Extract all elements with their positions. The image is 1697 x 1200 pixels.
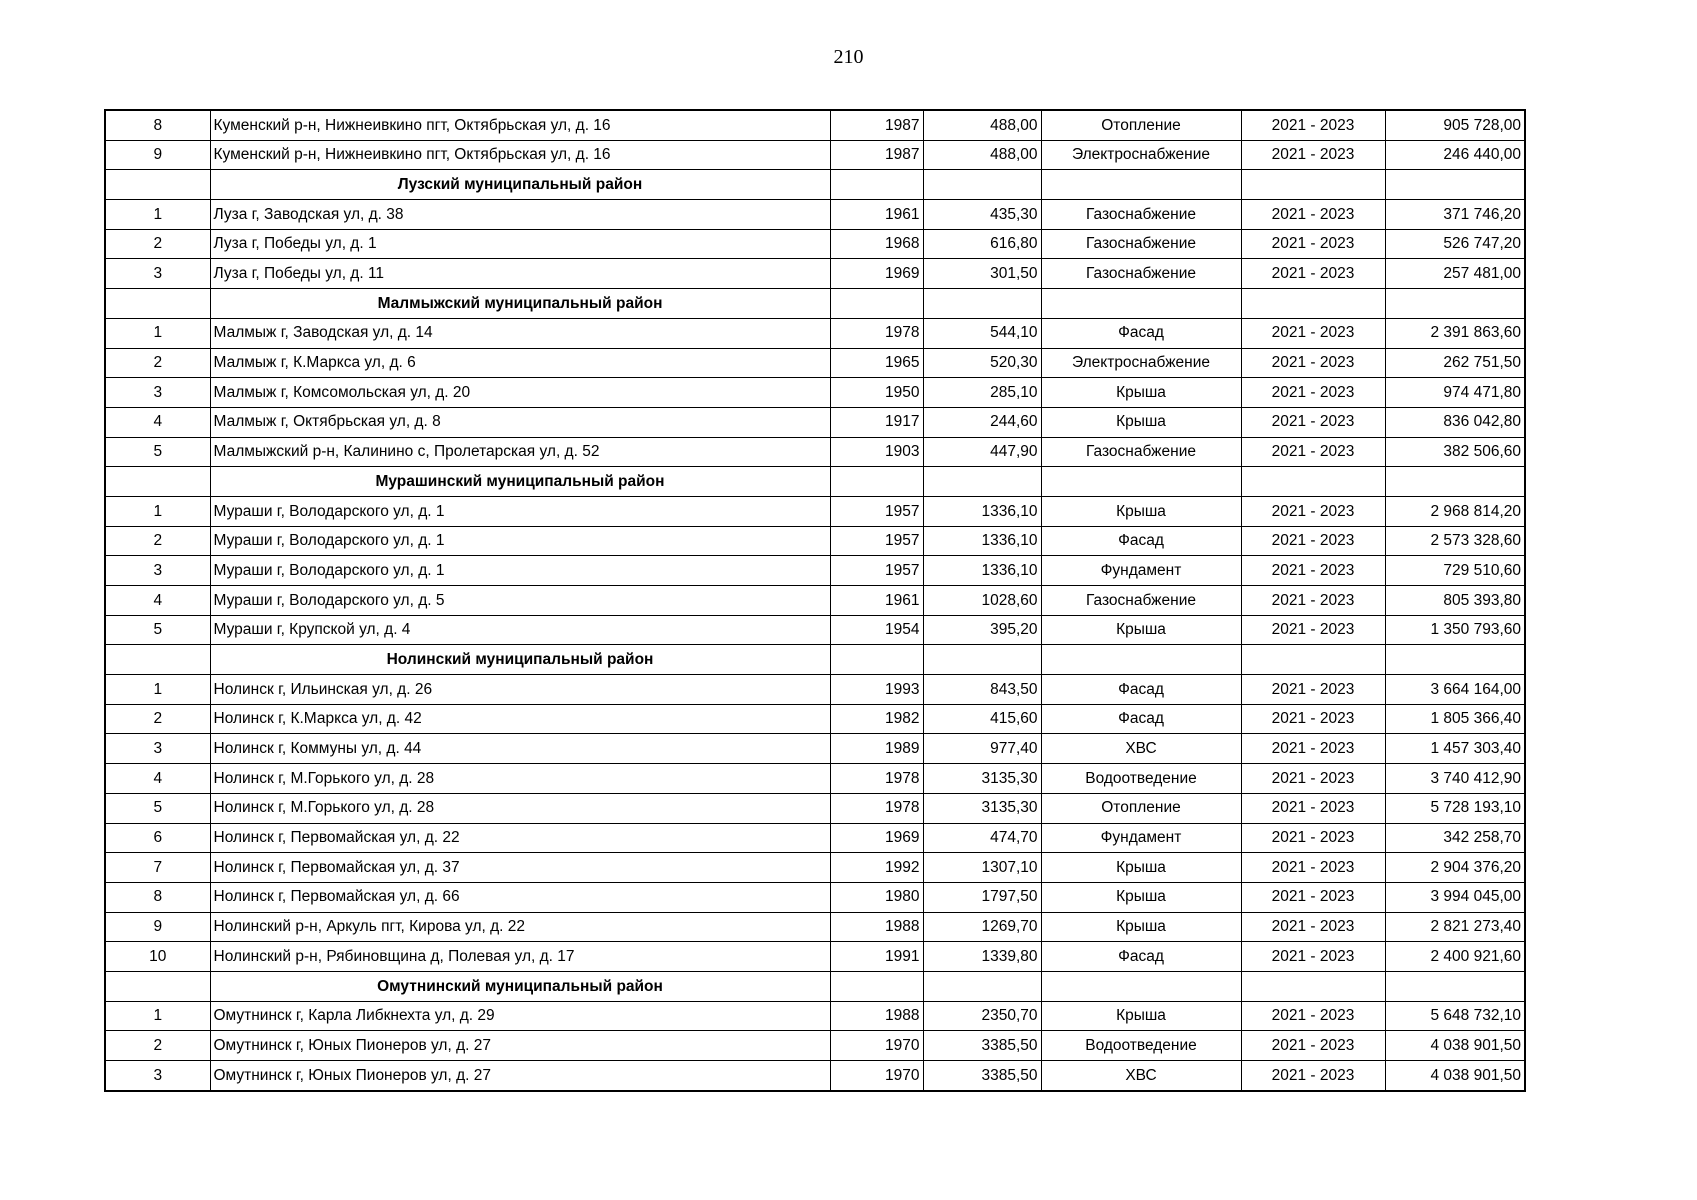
work-type-cell: Электроснабжение — [1041, 348, 1241, 378]
row-number-cell: 1 — [105, 200, 210, 230]
cost-cell: 1 350 793,60 — [1385, 615, 1525, 645]
area-cell: 977,40 — [923, 734, 1041, 764]
period-cell: 2021 - 2023 — [1241, 853, 1385, 883]
area-cell: 285,10 — [923, 378, 1041, 408]
year-cell: 1987 — [830, 140, 923, 170]
period-cell: 2021 - 2023 — [1241, 586, 1385, 616]
row-number-cell: 4 — [105, 407, 210, 437]
address-cell: Нолинск г, М.Горького ул, д. 28 — [210, 793, 830, 823]
row-number-cell: 8 — [105, 882, 210, 912]
address-cell: Нолинск г, Первомайская ул, д. 22 — [210, 823, 830, 853]
table-row — [105, 318, 1525, 348]
area-cell: 1269,70 — [923, 912, 1041, 942]
year-cell — [830, 289, 923, 319]
cost-cell: 974 471,80 — [1385, 378, 1525, 408]
period-cell: 2021 - 2023 — [1241, 734, 1385, 764]
address-cell: Мураши г, Володарского ул, д. 1 — [210, 556, 830, 586]
year-cell: 1970 — [830, 1031, 923, 1061]
work-type-cell: Крыша — [1041, 496, 1241, 526]
cost-cell: 342 258,70 — [1385, 823, 1525, 853]
cost-cell — [1385, 289, 1525, 319]
work-type-cell: ХВС — [1041, 1061, 1241, 1091]
district-name-cell: Нолинский муниципальный район — [210, 645, 830, 675]
address-cell: Нолинск г, К.Маркса ул, д. 42 — [210, 704, 830, 734]
address-cell: Луза г, Победы ул, д. 11 — [210, 259, 830, 289]
work-type-cell: Фасад — [1041, 942, 1241, 972]
year-cell: 1903 — [830, 437, 923, 467]
period-cell: 2021 - 2023 — [1241, 556, 1385, 586]
area-cell: 1339,80 — [923, 942, 1041, 972]
period-cell: 2021 - 2023 — [1241, 764, 1385, 794]
period-cell: 2021 - 2023 — [1241, 704, 1385, 734]
address-cell: Нолинский р-н, Рябиновщина д, Полевая ул, д. 17 — [210, 942, 830, 972]
row-number-cell: 5 — [105, 793, 210, 823]
period-cell: 2021 - 2023 — [1241, 259, 1385, 289]
table-row — [105, 259, 1525, 289]
period-cell: 2021 - 2023 — [1241, 675, 1385, 705]
address-cell: Нолинск г, Ильинская ул, д. 26 — [210, 675, 830, 705]
cost-cell: 3 740 412,90 — [1385, 764, 1525, 794]
row-number-cell: 1 — [105, 1001, 210, 1031]
table-row — [105, 229, 1525, 259]
area-cell: 488,00 — [923, 110, 1041, 140]
table-row — [105, 556, 1525, 586]
address-cell: Нолинск г, Коммуны ул, д. 44 — [210, 734, 830, 764]
cost-cell — [1385, 645, 1525, 675]
work-type-cell: Фасад — [1041, 675, 1241, 705]
cost-cell: 371 746,20 — [1385, 200, 1525, 230]
period-cell: 2021 - 2023 — [1241, 1061, 1385, 1091]
row-number-cell: 8 — [105, 110, 210, 140]
area-cell: 435,30 — [923, 200, 1041, 230]
row-number-cell: 1 — [105, 318, 210, 348]
work-type-cell: Крыша — [1041, 407, 1241, 437]
period-cell: 2021 - 2023 — [1241, 1001, 1385, 1031]
year-cell: 1987 — [830, 110, 923, 140]
table-row — [105, 586, 1525, 616]
period-cell: 2021 - 2023 — [1241, 615, 1385, 645]
work-type-cell: Крыша — [1041, 378, 1241, 408]
area-cell: 447,90 — [923, 437, 1041, 467]
table-body — [105, 110, 1525, 1091]
table-row — [105, 912, 1525, 942]
table-row — [105, 1001, 1525, 1031]
area-cell: 395,20 — [923, 615, 1041, 645]
table-row — [105, 378, 1525, 408]
table-row — [105, 140, 1525, 170]
period-cell: 2021 - 2023 — [1241, 496, 1385, 526]
area-cell: 2350,70 — [923, 1001, 1041, 1031]
row-number-cell: 7 — [105, 853, 210, 883]
cost-cell: 257 481,00 — [1385, 259, 1525, 289]
area-cell: 301,50 — [923, 259, 1041, 289]
year-cell — [830, 971, 923, 1001]
district-header-row — [105, 467, 1525, 497]
page-number: 210 — [833, 46, 864, 68]
table-row — [105, 675, 1525, 705]
work-type-cell: Газоснабжение — [1041, 437, 1241, 467]
area-cell: 520,30 — [923, 348, 1041, 378]
row-number-cell: 2 — [105, 348, 210, 378]
cost-cell — [1385, 467, 1525, 497]
area-cell: 474,70 — [923, 823, 1041, 853]
period-cell: 2021 - 2023 — [1241, 526, 1385, 556]
row-number-cell: 10 — [105, 942, 210, 972]
row-number-cell: 9 — [105, 140, 210, 170]
cost-cell — [1385, 971, 1525, 1001]
year-cell: 1993 — [830, 675, 923, 705]
table-row — [105, 110, 1525, 140]
work-type-cell: Фасад — [1041, 318, 1241, 348]
row-number-cell — [105, 289, 210, 319]
period-cell: 2021 - 2023 — [1241, 378, 1385, 408]
year-cell — [830, 645, 923, 675]
period-cell: 2021 - 2023 — [1241, 140, 1385, 170]
work-type-cell — [1041, 467, 1241, 497]
work-type-cell: Газоснабжение — [1041, 586, 1241, 616]
row-number-cell: 6 — [105, 823, 210, 853]
year-cell: 1968 — [830, 229, 923, 259]
address-cell: Нолинск г, Первомайская ул, д. 66 — [210, 882, 830, 912]
cost-cell: 5 648 732,10 — [1385, 1001, 1525, 1031]
address-cell: Малмыж г, Комсомольская ул, д. 20 — [210, 378, 830, 408]
row-number-cell: 2 — [105, 526, 210, 556]
year-cell: 1989 — [830, 734, 923, 764]
year-cell: 1969 — [830, 823, 923, 853]
work-type-cell: Водоотведение — [1041, 1031, 1241, 1061]
year-cell: 1957 — [830, 556, 923, 586]
year-cell: 1991 — [830, 942, 923, 972]
area-cell: 1797,50 — [923, 882, 1041, 912]
area-cell: 616,80 — [923, 229, 1041, 259]
address-cell: Омутнинск г, Юных Пионеров ул, д. 27 — [210, 1031, 830, 1061]
repair-schedule-table — [104, 109, 1526, 1092]
table-row — [105, 348, 1525, 378]
area-cell: 3385,50 — [923, 1031, 1041, 1061]
cost-cell: 905 728,00 — [1385, 110, 1525, 140]
cost-cell: 1 805 366,40 — [1385, 704, 1525, 734]
year-cell: 1978 — [830, 764, 923, 794]
cost-cell — [1385, 170, 1525, 200]
row-number-cell: 3 — [105, 378, 210, 408]
table-row — [105, 942, 1525, 972]
work-type-cell: Фасад — [1041, 526, 1241, 556]
year-cell: 1957 — [830, 526, 923, 556]
work-type-cell — [1041, 289, 1241, 319]
work-type-cell — [1041, 170, 1241, 200]
area-cell: 3135,30 — [923, 793, 1041, 823]
row-number-cell: 2 — [105, 229, 210, 259]
cost-cell: 805 393,80 — [1385, 586, 1525, 616]
period-cell: 2021 - 2023 — [1241, 1031, 1385, 1061]
row-number-cell — [105, 170, 210, 200]
area-cell: 1336,10 — [923, 496, 1041, 526]
address-cell: Малмыж г, Октябрьская ул, д. 8 — [210, 407, 830, 437]
work-type-cell: Фундамент — [1041, 823, 1241, 853]
period-cell — [1241, 971, 1385, 1001]
work-type-cell: Крыша — [1041, 615, 1241, 645]
year-cell: 1978 — [830, 793, 923, 823]
year-cell: 1950 — [830, 378, 923, 408]
year-cell: 1965 — [830, 348, 923, 378]
table-row — [105, 200, 1525, 230]
period-cell: 2021 - 2023 — [1241, 912, 1385, 942]
area-cell — [923, 467, 1041, 497]
period-cell: 2021 - 2023 — [1241, 229, 1385, 259]
district-header-row — [105, 645, 1525, 675]
year-cell: 1954 — [830, 615, 923, 645]
table-row — [105, 1031, 1525, 1061]
table-row — [105, 823, 1525, 853]
cost-cell: 4 038 901,50 — [1385, 1031, 1525, 1061]
cost-cell: 3 664 164,00 — [1385, 675, 1525, 705]
period-cell: 2021 - 2023 — [1241, 942, 1385, 972]
table-row — [105, 734, 1525, 764]
table-row — [105, 615, 1525, 645]
address-cell: Нолинск г, М.Горького ул, д. 28 — [210, 764, 830, 794]
period-cell: 2021 - 2023 — [1241, 110, 1385, 140]
row-number-cell: 3 — [105, 556, 210, 586]
cost-cell: 262 751,50 — [1385, 348, 1525, 378]
area-cell: 3135,30 — [923, 764, 1041, 794]
year-cell: 1980 — [830, 882, 923, 912]
work-type-cell: Крыша — [1041, 1001, 1241, 1031]
row-number-cell — [105, 645, 210, 675]
address-cell: Мураши г, Володарского ул, д. 1 — [210, 496, 830, 526]
address-cell: Мураши г, Крупской ул, д. 4 — [210, 615, 830, 645]
work-type-cell: Отопление — [1041, 110, 1241, 140]
table-row — [105, 704, 1525, 734]
year-cell: 1992 — [830, 853, 923, 883]
work-type-cell: Электроснабжение — [1041, 140, 1241, 170]
table-row — [105, 1061, 1525, 1091]
table-row — [105, 853, 1525, 883]
year-cell: 1917 — [830, 407, 923, 437]
address-cell: Куменский р-н, Нижнеивкино пгт, Октябрьская ул, д. 16 — [210, 140, 830, 170]
cost-cell: 3 994 045,00 — [1385, 882, 1525, 912]
area-cell — [923, 645, 1041, 675]
address-cell: Нолинск г, Первомайская ул, д. 37 — [210, 853, 830, 883]
address-cell: Омутнинск г, Юных Пионеров ул, д. 27 — [210, 1061, 830, 1091]
address-cell: Куменский р-н, Нижнеивкино пгт, Октябрьская ул, д. 16 — [210, 110, 830, 140]
address-cell: Луза г, Победы ул, д. 1 — [210, 229, 830, 259]
work-type-cell: Водоотведение — [1041, 764, 1241, 794]
year-cell: 1978 — [830, 318, 923, 348]
period-cell — [1241, 645, 1385, 675]
area-cell: 1336,10 — [923, 526, 1041, 556]
work-type-cell — [1041, 971, 1241, 1001]
year-cell — [830, 467, 923, 497]
district-header-row — [105, 289, 1525, 319]
district-header-row — [105, 971, 1525, 1001]
year-cell: 1969 — [830, 259, 923, 289]
work-type-cell: Газоснабжение — [1041, 229, 1241, 259]
table-row — [105, 437, 1525, 467]
period-cell — [1241, 170, 1385, 200]
row-number-cell — [105, 971, 210, 1001]
year-cell: 1961 — [830, 200, 923, 230]
row-number-cell: 5 — [105, 615, 210, 645]
cost-cell: 2 821 273,40 — [1385, 912, 1525, 942]
address-cell: Луза г, Заводская ул, д. 38 — [210, 200, 830, 230]
table-row — [105, 882, 1525, 912]
cost-cell: 2 391 863,60 — [1385, 318, 1525, 348]
period-cell: 2021 - 2023 — [1241, 407, 1385, 437]
area-cell: 244,60 — [923, 407, 1041, 437]
year-cell: 1970 — [830, 1061, 923, 1091]
cost-cell: 2 904 376,20 — [1385, 853, 1525, 883]
year-cell: 1961 — [830, 586, 923, 616]
cost-cell: 2 400 921,60 — [1385, 942, 1525, 972]
work-type-cell: Фундамент — [1041, 556, 1241, 586]
cost-cell: 5 728 193,10 — [1385, 793, 1525, 823]
district-name-cell: Лузский муниципальный район — [210, 170, 830, 200]
work-type-cell: Крыша — [1041, 882, 1241, 912]
row-number-cell: 2 — [105, 1031, 210, 1061]
year-cell — [830, 170, 923, 200]
period-cell: 2021 - 2023 — [1241, 823, 1385, 853]
table-row — [105, 407, 1525, 437]
cost-cell: 729 510,60 — [1385, 556, 1525, 586]
work-type-cell: Крыша — [1041, 912, 1241, 942]
row-number-cell: 5 — [105, 437, 210, 467]
row-number-cell: 4 — [105, 764, 210, 794]
row-number-cell: 9 — [105, 912, 210, 942]
row-number-cell: 3 — [105, 734, 210, 764]
cost-cell: 246 440,00 — [1385, 140, 1525, 170]
area-cell: 1336,10 — [923, 556, 1041, 586]
area-cell: 843,50 — [923, 675, 1041, 705]
table-row — [105, 526, 1525, 556]
period-cell: 2021 - 2023 — [1241, 318, 1385, 348]
row-number-cell: 3 — [105, 259, 210, 289]
year-cell: 1957 — [830, 496, 923, 526]
table-row — [105, 764, 1525, 794]
table-row — [105, 793, 1525, 823]
address-cell: Малмыж г, Заводская ул, д. 14 — [210, 318, 830, 348]
work-type-cell: Крыша — [1041, 853, 1241, 883]
address-cell: Омутнинск г, Карла Либкнехта ул, д. 29 — [210, 1001, 830, 1031]
cost-cell: 2 968 814,20 — [1385, 496, 1525, 526]
period-cell: 2021 - 2023 — [1241, 437, 1385, 467]
year-cell: 1988 — [830, 1001, 923, 1031]
period-cell: 2021 - 2023 — [1241, 348, 1385, 378]
work-type-cell — [1041, 645, 1241, 675]
row-number-cell: 4 — [105, 586, 210, 616]
cost-cell: 1 457 303,40 — [1385, 734, 1525, 764]
period-cell — [1241, 467, 1385, 497]
period-cell: 2021 - 2023 — [1241, 793, 1385, 823]
work-type-cell: Газоснабжение — [1041, 200, 1241, 230]
row-number-cell: 1 — [105, 675, 210, 705]
period-cell: 2021 - 2023 — [1241, 200, 1385, 230]
area-cell — [923, 170, 1041, 200]
work-type-cell: ХВС — [1041, 734, 1241, 764]
area-cell: 415,60 — [923, 704, 1041, 734]
work-type-cell: Газоснабжение — [1041, 259, 1241, 289]
cost-cell: 526 747,20 — [1385, 229, 1525, 259]
cost-cell: 2 573 328,60 — [1385, 526, 1525, 556]
area-cell — [923, 289, 1041, 319]
address-cell: Мураши г, Володарского ул, д. 1 — [210, 526, 830, 556]
period-cell: 2021 - 2023 — [1241, 882, 1385, 912]
work-type-cell: Отопление — [1041, 793, 1241, 823]
year-cell: 1988 — [830, 912, 923, 942]
district-name-cell: Омутнинский муниципальный район — [210, 971, 830, 1001]
district-header-row — [105, 170, 1525, 200]
area-cell: 544,10 — [923, 318, 1041, 348]
address-cell: Мураши г, Володарского ул, д. 5 — [210, 586, 830, 616]
area-cell: 3385,50 — [923, 1061, 1041, 1091]
row-number-cell: 1 — [105, 496, 210, 526]
district-name-cell: Мурашинский муниципальный район — [210, 467, 830, 497]
district-name-cell: Малмыжский муниципальный район — [210, 289, 830, 319]
cost-cell: 836 042,80 — [1385, 407, 1525, 437]
row-number-cell — [105, 467, 210, 497]
address-cell: Нолинский р-н, Аркуль пгт, Кирова ул, д. 22 — [210, 912, 830, 942]
cost-cell: 382 506,60 — [1385, 437, 1525, 467]
area-cell: 1028,60 — [923, 586, 1041, 616]
period-cell — [1241, 289, 1385, 319]
area-cell: 1307,10 — [923, 853, 1041, 883]
work-type-cell: Фасад — [1041, 704, 1241, 734]
area-cell — [923, 971, 1041, 1001]
row-number-cell: 3 — [105, 1061, 210, 1091]
row-number-cell: 2 — [105, 704, 210, 734]
cost-cell: 4 038 901,50 — [1385, 1061, 1525, 1091]
table-row — [105, 496, 1525, 526]
address-cell: Малмыжский р-н, Калинино с, Пролетарская ул, д. 52 — [210, 437, 830, 467]
year-cell: 1982 — [830, 704, 923, 734]
area-cell: 488,00 — [923, 140, 1041, 170]
address-cell: Малмыж г, К.Маркса ул, д. 6 — [210, 348, 830, 378]
